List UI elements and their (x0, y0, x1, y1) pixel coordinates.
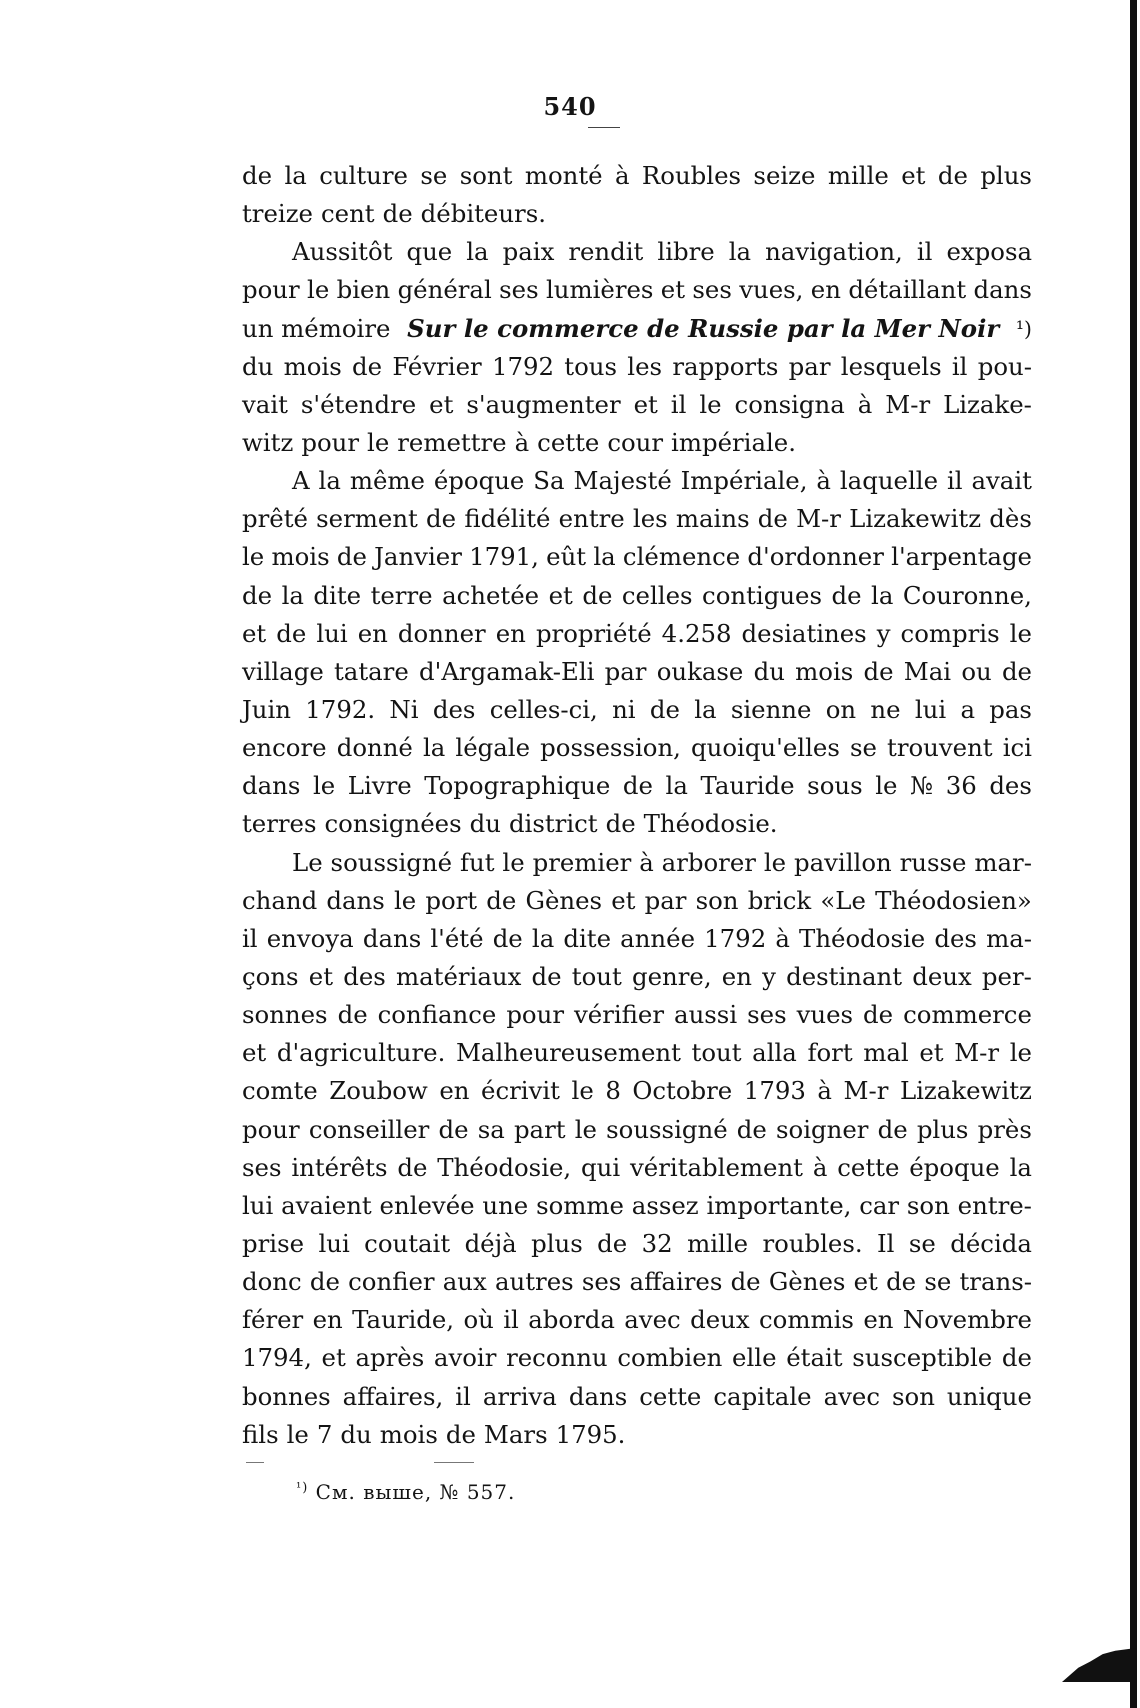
scan-edge-blot (1062, 1648, 1136, 1682)
text-line: chand dans le port de Gènes et par son brick «Le Théodosien» (242, 885, 1032, 915)
text-line: 1794, et après avoir reconnu combien elle était susceptible de (242, 1343, 1032, 1373)
footnote-text: См. выше, № 557. (315, 1480, 516, 1504)
text-line: village tatare d'Argamak-Eli par oukase du mois de Mai ou de (242, 656, 1032, 686)
text-line: prise lui coutait déjà plus de 32 mille roubles. Il se décida (242, 1228, 1032, 1258)
text-line: de la dite terre achetée et de celles contigues de la Couronne, (242, 580, 1032, 610)
text-line: il envoya dans l'été de la dite année 1792 à Théodosie des ma- (242, 923, 1032, 953)
footnote-ref: ¹) (1015, 316, 1032, 341)
text-line: ses intérêts de Théodosie, qui véritablement à cette époque la (242, 1152, 1032, 1182)
text-line: et d'agriculture. Malheureusement tout alla fort mal et M-r le (242, 1038, 1032, 1068)
text-line: férer en Tauride, où il aborda avec deux commis en Novembre (242, 1305, 1032, 1335)
text-line (242, 310, 1032, 348)
text-line: de la culture se sont monté à Roubles seize mille et de plus (242, 161, 1032, 190)
text-line: donc de confier aux autres ses affaires de Gènes et de se trans- (242, 1267, 1032, 1297)
text-line: çons et des matériaux de tout genre, en y destinant deux per- (242, 961, 1032, 991)
text-line: dans le Livre Topographique de la Tauride sous le № 36 des (242, 771, 1032, 801)
text-line: vait s'étendre et s'augmenter et il le consigna à M-r Lizake- (242, 389, 1032, 419)
text-line: comte Zoubow en écrivit le 8 Octobre 1793 à M-r Lizakewitz (242, 1076, 1032, 1106)
text-fragment: un mémoire (242, 313, 391, 343)
body-text (242, 157, 1032, 1454)
footnote-marker: ¹) (296, 1480, 309, 1496)
memoir-title: Sur le commerce de Russie par la Mer Noir (407, 313, 1000, 343)
footnote-rule (246, 1462, 476, 1474)
text-line: treize cent de débiteurs. (242, 199, 546, 229)
text-line: Le soussigné fut le premier à arborer le pavillon russe mar- (292, 847, 1032, 877)
footnote (296, 1480, 515, 1504)
text-line: lui avaient enlevée une somme assez importante, car son entre- (242, 1190, 1032, 1220)
text-line: le mois de Janvier 1791, eût la clémence d'ordonner l'arpentage (242, 542, 1032, 572)
text-line: prêté serment de fidélité entre les mains de M-r Lizakewitz dès (242, 504, 1032, 534)
text-line: du mois de Février 1792 tous les rapports par lesquels il pou- (242, 351, 1032, 381)
text-line: A la même époque Sa Majesté Impériale, à laquelle il avait (292, 466, 1032, 496)
text-line: sonnes de confiance pour vérifier aussi ses vues de commerce (242, 1000, 1032, 1030)
text-line: fils le 7 du mois de Mars 1795. (242, 1419, 626, 1449)
text-line: witz pour le remettre à cette cour impériale. (242, 427, 796, 457)
text-line: pour conseiller de sa part le soussigné de soigner de plus près (242, 1114, 1032, 1144)
text-line: pour le bien général ses lumières et ses vues, en détaillant dans (242, 275, 1032, 305)
scan-edge-bar (1130, 0, 1137, 1708)
text-line: encore donné la légale possession, quoiqu'elles se trouvent ici (242, 733, 1032, 763)
text-line: terres consignées du district de Théodosie. (242, 809, 778, 839)
text-line: Aussitôt que la paix rendit libre la navigation, il exposa (292, 237, 1032, 267)
page-number: 540 (543, 92, 597, 121)
text-line: Juin 1792. Ni des celles-ci, ni de la sienne on ne lui a pas (242, 694, 1032, 724)
text-line: bonnes affaires, il arriva dans cette capitale avec son unique (242, 1381, 1032, 1411)
page-number-rule (588, 127, 620, 128)
text-line: et de lui en donner en propriété 4.258 desiatines y compris le (242, 618, 1032, 648)
